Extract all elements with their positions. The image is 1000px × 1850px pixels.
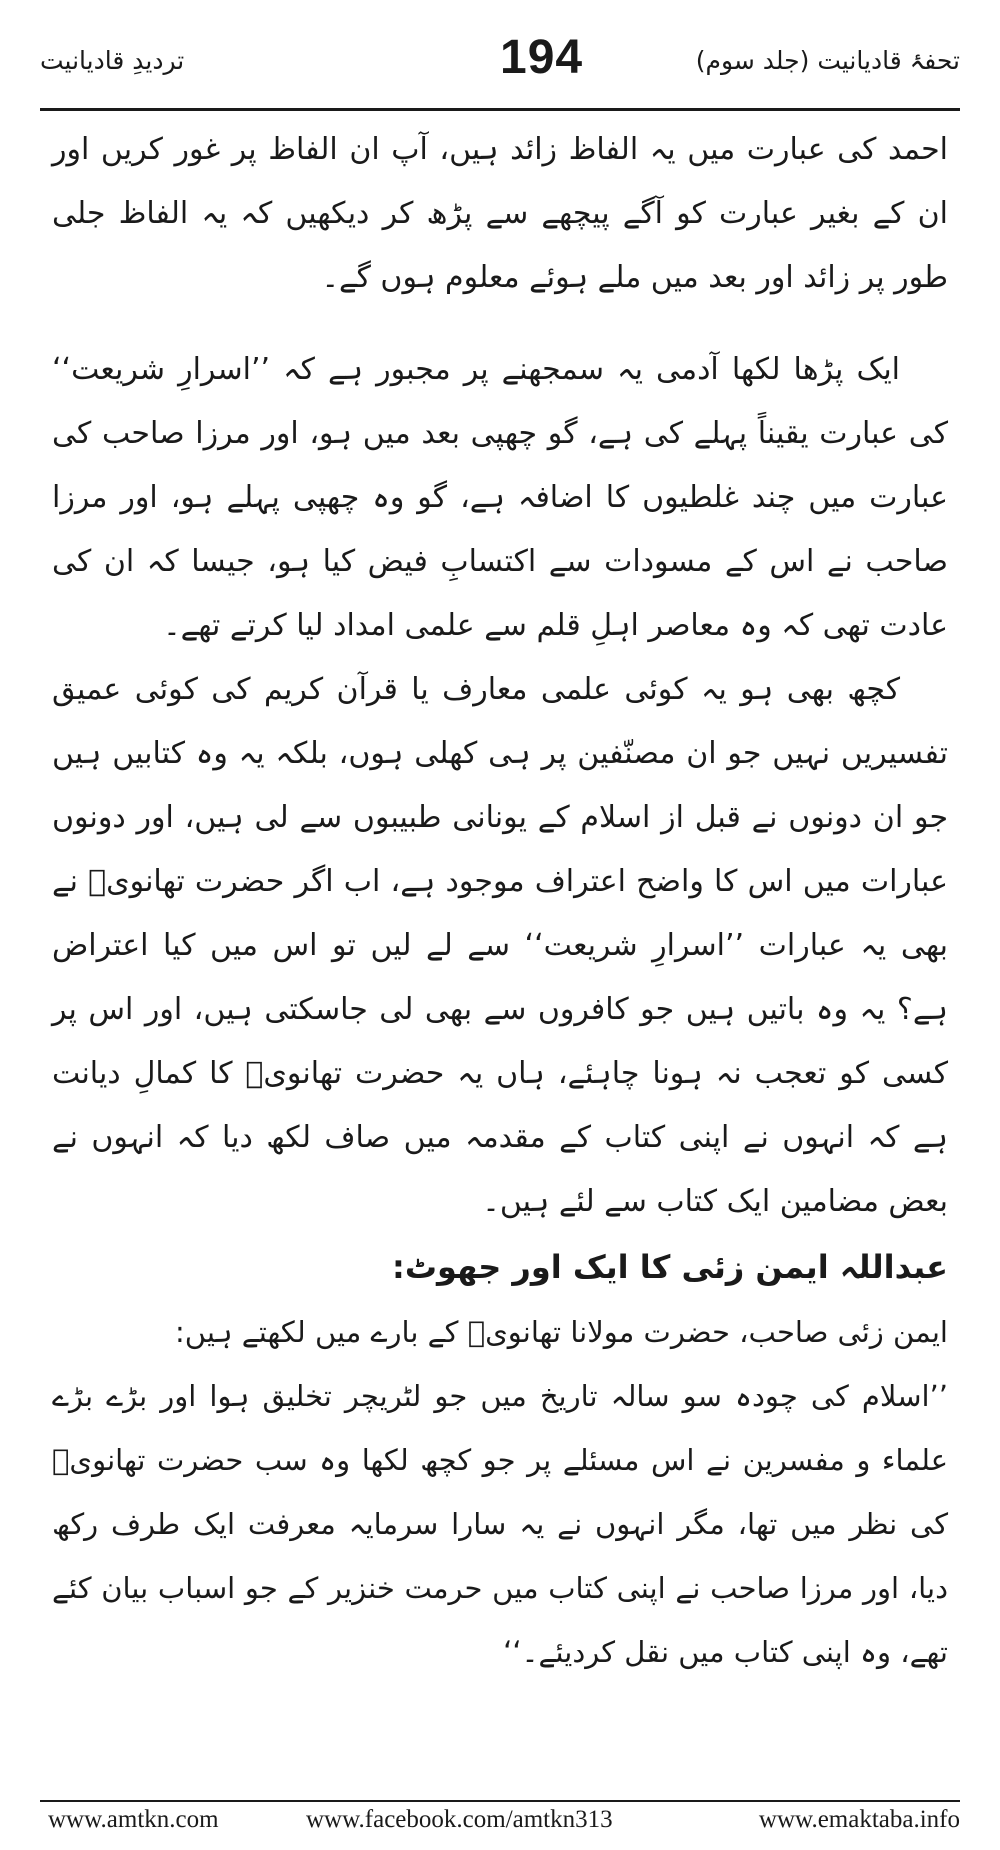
footer-link-emaktaba[interactable]: www.emaktaba.info <box>758 1806 960 1833</box>
paragraph-3: کچھ بھی ہو یہ کوئی علمی معارف یا قرآن کریم کی کوئی عمیق تفسیریں نہیں جو ان مصنّفین پر ہی کھلی ہوں، بلکہ یہ وہ کتابیں ہیں جو ان دونوں نے قبل از اسلام کے یونانی طبیبوں سے لی ہیں، اور دونوں عبارات میں اس کا واضح اعتراف موجود ہے، اب اگر حضرت تھانویؒ نے بھی یہ عبارات ’’اسرارِ شریعت‘‘ سے لے لیں تو اس میں کیا اعتراض ہے؟ یہ وہ باتیں ہیں جو کافروں سے بھی لی جاسکتی ہیں، اور اس پر کسی کو تعجب نہ ہونا چاہئے، ہاں یہ حضرت تھانویؒ کا کمالِ دیانت ہے کہ انہوں نے اپنی کتاب کے مقدمہ میں صاف لکھ دیا کہ انہوں نے بعض مضامین ایک کتاب سے لئے ہیں۔ <box>52 672 948 1219</box>
quote-block: ’’اسلام کی چودہ سو سالہ تاریخ میں جو لٹریچر تخلیق ہوا اور بڑے بڑے علماء و مفسرین نے اس مسئلے پر جو کچھ لکھا وہ سب حضرت تھانویؒ کی نظر میں تھا، مگر انہوں نے یہ سارا سرمایہ معرفت ایک طرف رکھ دیا، اور مرزا صاحب نے اپنی کتاب میں حرمت خنزیر کے جو اسباب بیان کئے تھے، وہ اپنی کتاب میں نقل کردیئے۔‘‘ <box>52 1379 948 1669</box>
page-number: 194 <box>500 31 584 84</box>
footer-link-amtkn[interactable]: www.amtkn.com <box>48 1806 219 1833</box>
footer-divider <box>40 1800 960 1802</box>
quote-intro: ایمن زئی صاحب، حضرت مولانا تھانویؒ کے بارے میں لکھتے ہیں: <box>174 1315 948 1349</box>
section-heading: عبداللہ ایمن زئی کا ایک اور جھوٹ: <box>392 1248 948 1286</box>
page-header <box>40 20 960 100</box>
section-title: تردیدِ قادیانیت <box>40 46 185 75</box>
paragraph-2: ایک پڑھا لکھا آدمی یہ سمجھنے پر مجبور ہے کہ ’’اسرارِ شریعت‘‘ کی عبارت یقیناً پہلے کی ہے، گو چھپی بعد میں ہو، اور مرزا صاحب کی عبارت میں چند غلطیوں کا اضافہ ہے، گو وہ چھپی پہلے ہو، اور مرزا صاحب نے اس کے مسودات سے اکتسابِ فیض کیا ہو، جیسا کہ ان کی عادت تھی کہ وہ معاصر اہلِ قلم سے علمی امداد لیا کرتے تھے۔ <box>52 352 948 643</box>
page-footer <box>48 1806 960 1842</box>
page-body <box>52 118 948 1684</box>
header-divider <box>40 108 960 111</box>
book-title: تحفۂ قادیانیت (جلد سوم) <box>695 46 960 75</box>
paragraph-1: احمد کی عبارت میں یہ الفاظ زائد ہیں، آپ ان الفاظ پر غور کریں اور ان کے بغیر عبارت کو آگے پیچھے سے پڑھ کر دیکھیں کہ یہ الفاظ جلی طور پر زائد اور بعد میں ملے ہوئے معلوم ہوں گے۔ <box>52 132 948 295</box>
footer-link-facebook[interactable]: www.facebook.com/amtkn313 <box>306 1806 613 1833</box>
